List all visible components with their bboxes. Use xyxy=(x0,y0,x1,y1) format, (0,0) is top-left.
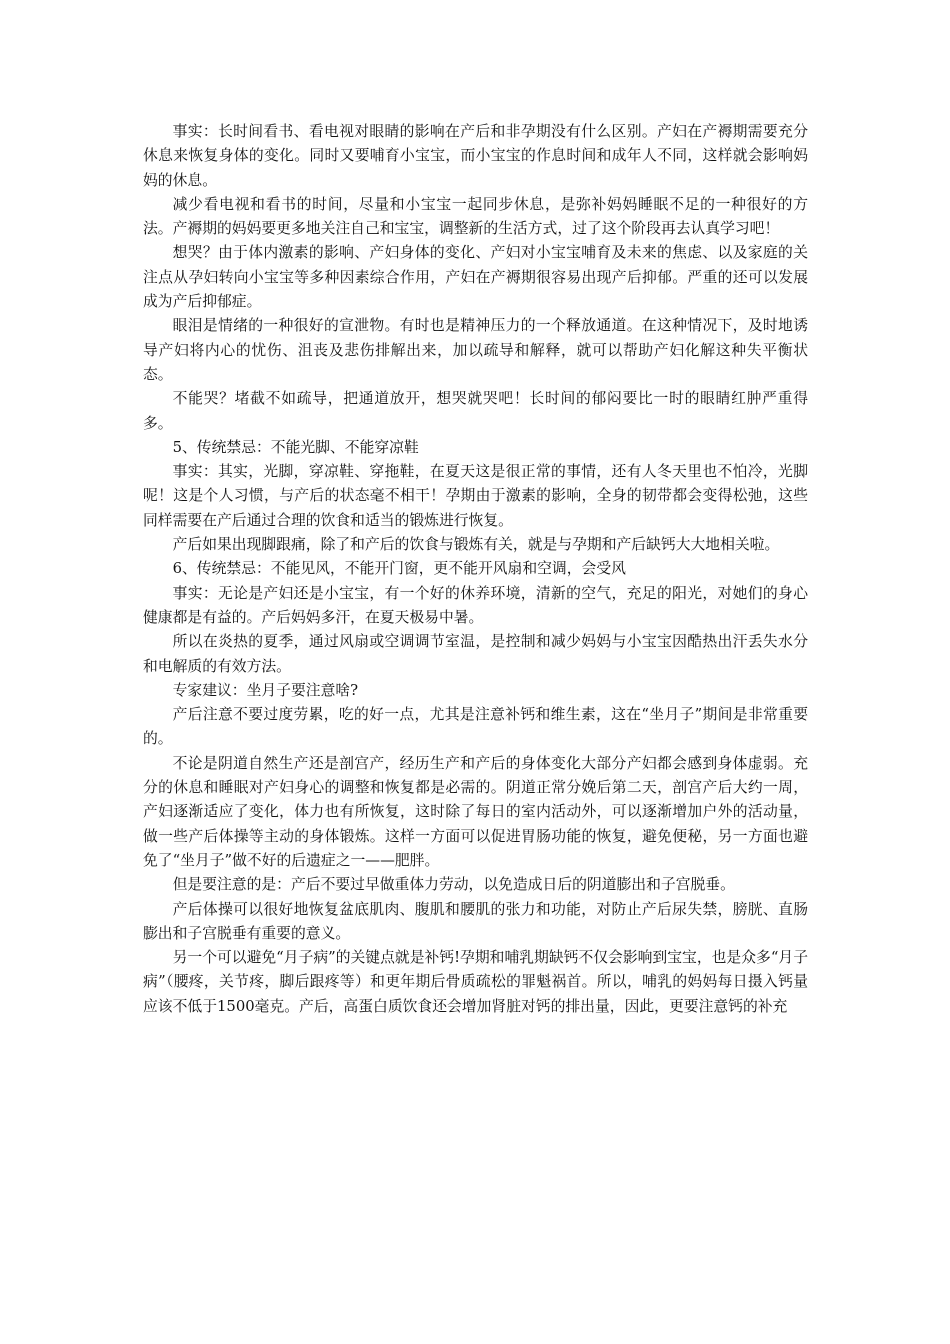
section-heading: 6、传统禁忌：不能见风，不能开门窗，更不能开风扇和空调，会受风 xyxy=(172,560,626,578)
paragraph: 不能哭？堵截不如疏导，把通道放开，想哭就哭吧！长时间的郁闷要比一时的眼睛红肿严重得多。 xyxy=(143,390,808,432)
paragraph: 不论是阴道自然生产还是剖宫产，经历生产和产后的身体变化大部分产妇都会感到身体虚弱。充分的休息和睡眠对产妇身心的调整和恢复都是必需的。阴道正常分娩后第二天，剖宫产后大约一周，产妇逐渐适应了变化，体力也有所恢复，这时除了每日的室内活动外，可以逐渐增加户外的活动量，做一些产后体操等主动的身体锻炼。这样一方面可以促进胃肠功能的恢复，避免便秘，另一方面也避免了“坐月子”做不好的后遗症之一——肥胖。 xyxy=(143,754,808,869)
paragraph: 产后注意不要过度劳累，吃的好一点，尤其是注意补钙和维生素，这在“坐月子”期间是非常重要的。 xyxy=(143,706,808,748)
paragraph: 另一个可以避免“月子病”的关键点就是补钙!孕期和哺乳期缺钙不仅会影响到宝宝，也是众多“月子病”（腰疼，关节疼，脚后跟疼等）和更年期后骨质疏松的罪魁祸首。所以，哺乳的妈妈每日摄入钙量应该不低于1500毫克。产后，高蛋白质饮食还会增加肾脏对钙的排出量，因此，更要注意钙的补充 xyxy=(143,949,808,1015)
paragraph: 想哭？由于体内激素的影响、产妇身体的变化、产妇对小宝宝哺育及未来的焦虑、以及家庭的关注点从孕妇转向小宝宝等多种因素综合作用，产妇在产褥期很容易出现产后抑郁。严重的还可以发展成为产后抑郁症。 xyxy=(143,244,808,311)
paragraph: 眼泪是情绪的一种很好的宣泄物。有时也是精神压力的一个释放通道。在这种情况下，及时地诱导产妇将内心的忧伤、沮丧及悲伤排解出来，加以疏导和解释，就可以帮助产妇化解这种失平衡状态。 xyxy=(143,317,808,383)
section-heading: 专家建议：坐月子要注意啥? xyxy=(172,681,359,699)
section-heading: 5、传统禁忌：不能光脚、不能穿凉鞋 xyxy=(172,438,419,456)
paragraph: 但是要注意的是：产后不要过早做重体力劳动，以免造成日后的阴道膨出和子宫脱垂。 xyxy=(172,876,735,894)
paragraph: 减少看电视和看书的时间，尽量和小宝宝一起同步休息，是弥补妈妈睡眠不足的一种很好的方法。产褥期的妈妈要更多地关注自己和宝宝，调整新的生活方式，过了这个阶段再去认真学习吧！ xyxy=(143,195,808,238)
paragraph: 产后体操可以很好地恢复盆底肌肉、腹肌和腰肌的张力和功能，对防止产后尿失禁，膀胱、直肠膨出和子宫脱垂有重要的意义。 xyxy=(143,900,808,942)
paragraph: 所以在炎热的夏季，通过风扇或空调调节室温，是控制和减少妈妈与小宝宝因酷热出汗丢失水分和电解质的有效方法。 xyxy=(143,633,808,675)
paragraph: 事实：其实，光脚，穿凉鞋、穿拖鞋，在夏天这是很正常的事情，还有人冬天里也不怕冷，光脚呢！这是个人习惯，与产后的状态毫不相干！孕期由于激素的影响，全身的韧带都会变得松弛，这些同样需要在产后通过合理的饮食和适当的锻炼进行恢复。 xyxy=(143,463,808,529)
paragraph: 产后如果出现脚跟痛，除了和产后的饮食与锻炼有关，就是与孕期和产后缺钙大大地相关啦。 xyxy=(172,536,780,554)
paragraph: 事实：无论是产妇还是小宝宝，有一个好的休养环境，清新的空气，充足的阳光，对她们的身心健康都是有益的。产后妈妈多汗，在夏天极易中暑。 xyxy=(143,584,808,626)
document-body xyxy=(143,120,808,1019)
paragraph: 事实：长时间看书、看电视对眼睛的影响在产后和非孕期没有什么区别。产妇在产褥期需要充分休息来恢复身体的变化。同时又要哺育小宝宝，而小宝宝的作息时间和成年人不同，这样就会影响妈妈的休息。 xyxy=(143,123,808,189)
